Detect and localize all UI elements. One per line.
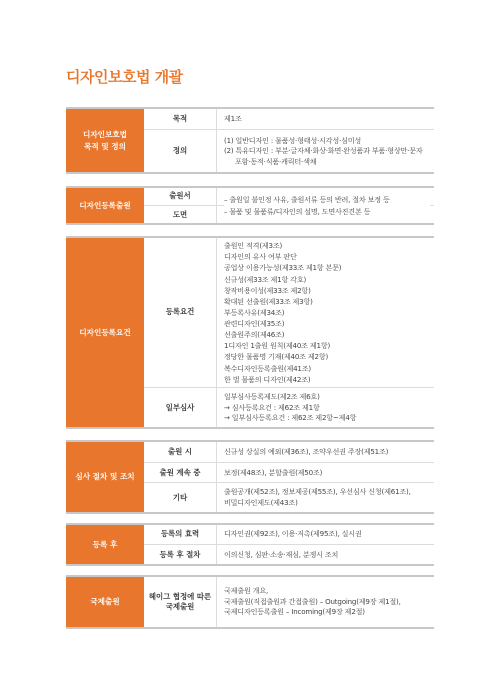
- merged-content: – 출원일 불인정 사유, 출원서류 등의 반려, 절차 보정 등 – 물품 및 물품류/디자인의 설명, 도면사진견본 등: [224, 188, 430, 223]
- section-bottom-rule: [66, 427, 434, 429]
- row-hague-agreement: [144, 577, 434, 627]
- row-label: 출원 시: [144, 442, 217, 462]
- row-label: 목적: [144, 109, 217, 129]
- row-content: 출원공개(제52조), 정보제공(제55조), 우선심사 신청(제61조), 비밀디자인제도(제43조): [224, 487, 411, 507]
- row-content: (1) 일반디자인 : 물품성·형태성·시각성·심미성 (2) 특유디자인 : 부분·글자체·화상·화면·완성품과 부품·형상만·문자 포함·동적·식품·캐릭터·색채: [224, 135, 423, 166]
- row-label: 일부심사: [144, 388, 217, 428]
- row-label: 출원서: [144, 188, 217, 205]
- section-header: 디자인보호법 목적 및 정의: [66, 109, 144, 172]
- section-header: 심사 절차 및 조치: [66, 442, 144, 512]
- row-label: 헤이그 협정에 따른 국제출원: [144, 577, 217, 627]
- row-pending: [144, 462, 434, 483]
- row-label: 정의: [144, 130, 217, 173]
- section-application: [66, 186, 434, 225]
- row-label: 기타: [144, 483, 217, 513]
- row-registration-requirements: [144, 238, 434, 387]
- section-bottom-rule: [66, 627, 434, 629]
- section-bottom-rule: [66, 223, 434, 225]
- row-purpose: [144, 109, 434, 129]
- row-label: 도면: [144, 206, 217, 224]
- row-content: 제1조: [224, 113, 242, 123]
- row-label: 등록의 효력: [144, 525, 217, 544]
- section-bottom-rule: [66, 172, 434, 174]
- row-post-registration: [144, 544, 434, 565]
- row-registration-effect: [144, 525, 434, 544]
- row-label: 출원 계속 중: [144, 463, 217, 483]
- section-after-registration: [66, 523, 434, 566]
- section-purpose-definition: [66, 107, 434, 174]
- row-label: 등록 후 절차: [144, 545, 217, 565]
- section-examination-procedure: [66, 440, 434, 514]
- row-content: 출원인 적격(제3조) 디자인의 유사 여부 판단 공업상 이용가능성(제33조 제1항 본문) 신규성(제33조 제1항 각호) 창작비용이성(제33조 제2항) 확대된 선출원(제33조 제3항) 부등록사유(제34조) 관련디자인(제35조) 선출원주의(제46조) 1디자인 1출원 원칙(제40조 제1항) 정당한 물품명 기재(제40조 제2항) 복수디자인등록출원(제41조) 한 벌 물품의 디자인(제42조): [224, 241, 342, 384]
- row-content: 보정(제48조), 분할출원(제50조): [224, 467, 323, 477]
- row-others: [144, 482, 434, 513]
- row-content: 이의신청, 심판·소송·재심, 분쟁시 조치: [224, 549, 339, 559]
- row-at-filing: [144, 442, 434, 462]
- row-content: 디자인권(제92조), 이용·저촉(제95조), 실시권: [224, 529, 362, 539]
- page-title: 디자인보호법 개괄: [66, 68, 183, 86]
- section-header: 국제출원: [66, 577, 144, 627]
- row-content: 일부심사등록제도(제2조 제6호) → 심사등록요건 : 제62조 제1항 → 일부심사등록요건 : 제62조 제2항~제4항: [224, 392, 357, 423]
- row-partial-examination: [144, 387, 434, 428]
- row-application-content: [144, 188, 434, 223]
- row-content: 신규성 상실의 예외(제36조), 조약우선권 주장(제51조): [224, 446, 389, 456]
- section-header: 디자인등록요건: [66, 238, 144, 427]
- row-content: 국제출원 개요, 국제출원(직접출원과 간접출원) – Outgoing(제9장 제1절), 국제디자인등록출원 – Incoming(제9장 제2절): [224, 586, 401, 617]
- row-definition: [144, 129, 434, 173]
- section-international-application: [66, 575, 434, 629]
- section-bottom-rule: [66, 512, 434, 514]
- section-header: 등록 후: [66, 525, 144, 564]
- row-label: 등록요건: [144, 238, 217, 387]
- section-bottom-rule: [66, 564, 434, 566]
- section-requirements: [66, 236, 434, 429]
- section-header: 디자인등록출원: [66, 188, 144, 223]
